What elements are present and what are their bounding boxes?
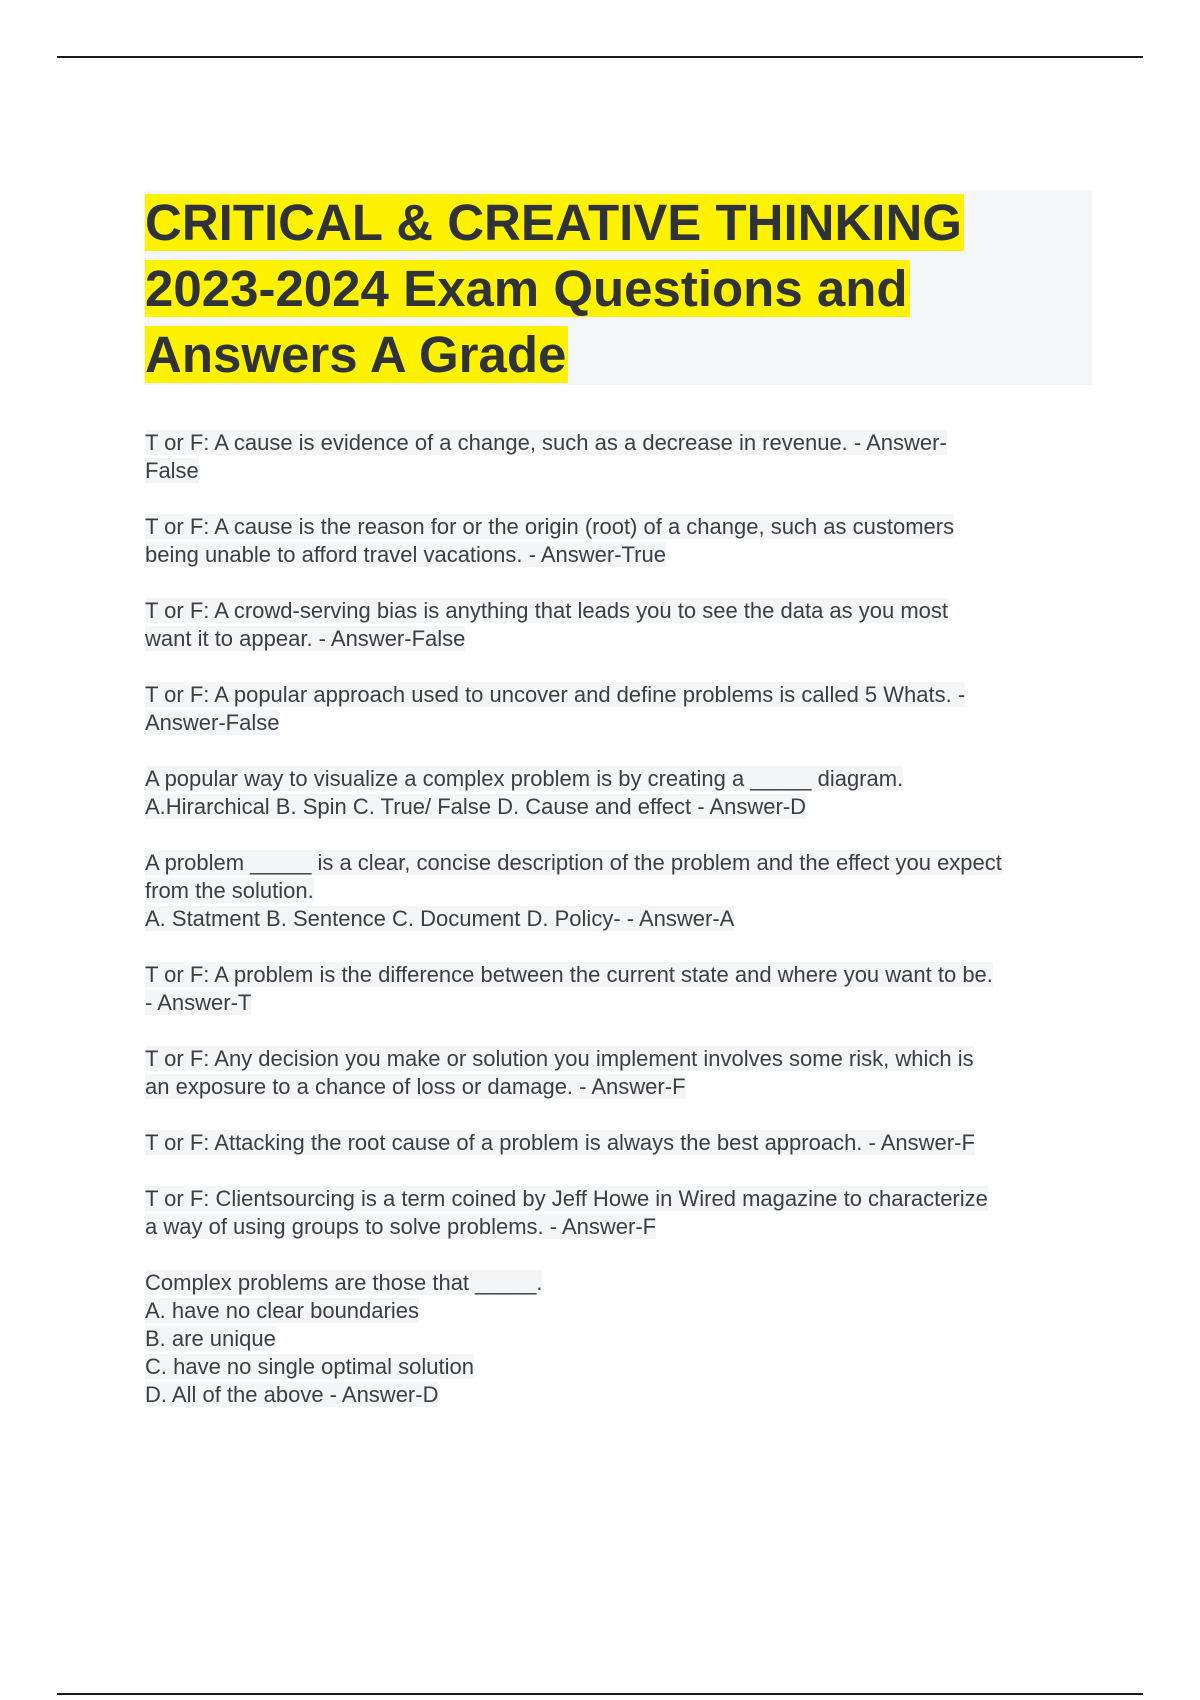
question-text-line: from the solution. (145, 878, 314, 903)
question-text-line: Answer-False (145, 710, 280, 735)
question-text-line: T or F: Any decision you make or solution you implement involves some risk, which is (145, 1046, 974, 1071)
question-list (145, 429, 1095, 1409)
question-item (145, 961, 1095, 1017)
question-text-line: T or F: Clientsourcing is a term coined by Jeff Howe in Wired magazine to characterize (145, 1186, 988, 1211)
question-text-line: T or F: Attacking the root cause of a problem is always the best approach. - Answer-F (145, 1130, 975, 1155)
question-text-line: a way of using groups to solve problems. - Answer-F (145, 1214, 657, 1239)
question-text-line: T or F: A problem is the difference between the current state and where you want to be. (145, 962, 993, 987)
bottom-rule (57, 1693, 1143, 1695)
question-item (145, 849, 1095, 933)
question-text-line: False (145, 458, 199, 483)
question-item (145, 513, 1095, 569)
question-item (145, 1045, 1095, 1101)
question-text-line: being unable to afford travel vacations. - Answer-True (145, 542, 666, 567)
question-text-line: T or F: A cause is evidence of a change, such as a decrease in revenue. - Answer- (145, 430, 947, 455)
question-text-line: an exposure to a chance of loss or damage. - Answer-F (145, 1074, 686, 1099)
question-text-line: T or F: A cause is the reason for or the origin (root) of a change, such as customers (145, 514, 955, 539)
option-line: C. have no single optimal solution (145, 1354, 474, 1379)
document-title (145, 190, 1085, 388)
question-item (145, 765, 1095, 821)
question-item (145, 429, 1095, 485)
question-item (145, 1129, 1095, 1157)
question-text-line: - Answer-T (145, 990, 252, 1015)
question-item (145, 1269, 1095, 1409)
question-item (145, 597, 1095, 653)
title-line: CRITICAL & CREATIVE THINKING (145, 194, 962, 251)
question-text-line: A problem _____ is a clear, concise description of the problem and the effect you expect (145, 850, 1002, 875)
question-item (145, 681, 1095, 737)
question-text-line: Complex problems are those that _____. (145, 1270, 543, 1295)
question-text-line: T or F: A popular approach used to uncover and define problems is called 5 Whats. - (145, 682, 966, 707)
question-text-line: A popular way to visualize a complex problem is by creating a _____ diagram. (145, 766, 904, 791)
option-line: B. are unique (145, 1326, 276, 1351)
question-item (145, 1185, 1095, 1241)
title-line: Answers A Grade (145, 326, 567, 383)
question-text-line: A.Hirarchical B. Spin C. True/ False D. Cause and effect - Answer-D (145, 794, 807, 819)
top-rule (57, 56, 1143, 58)
title-line: 2023-2024 Exam Questions and (145, 260, 908, 317)
question-text-line: A. Statment B. Sentence C. Document D. Policy- - Answer-A (145, 906, 735, 931)
option-line: D. All of the above - Answer-D (145, 1382, 439, 1407)
option-line: A. have no clear boundaries (145, 1298, 419, 1323)
question-text-line: want it to appear. - Answer-False (145, 626, 466, 651)
question-text-line: T or F: A crowd-serving bias is anything that leads you to see the data as you most (145, 598, 949, 623)
